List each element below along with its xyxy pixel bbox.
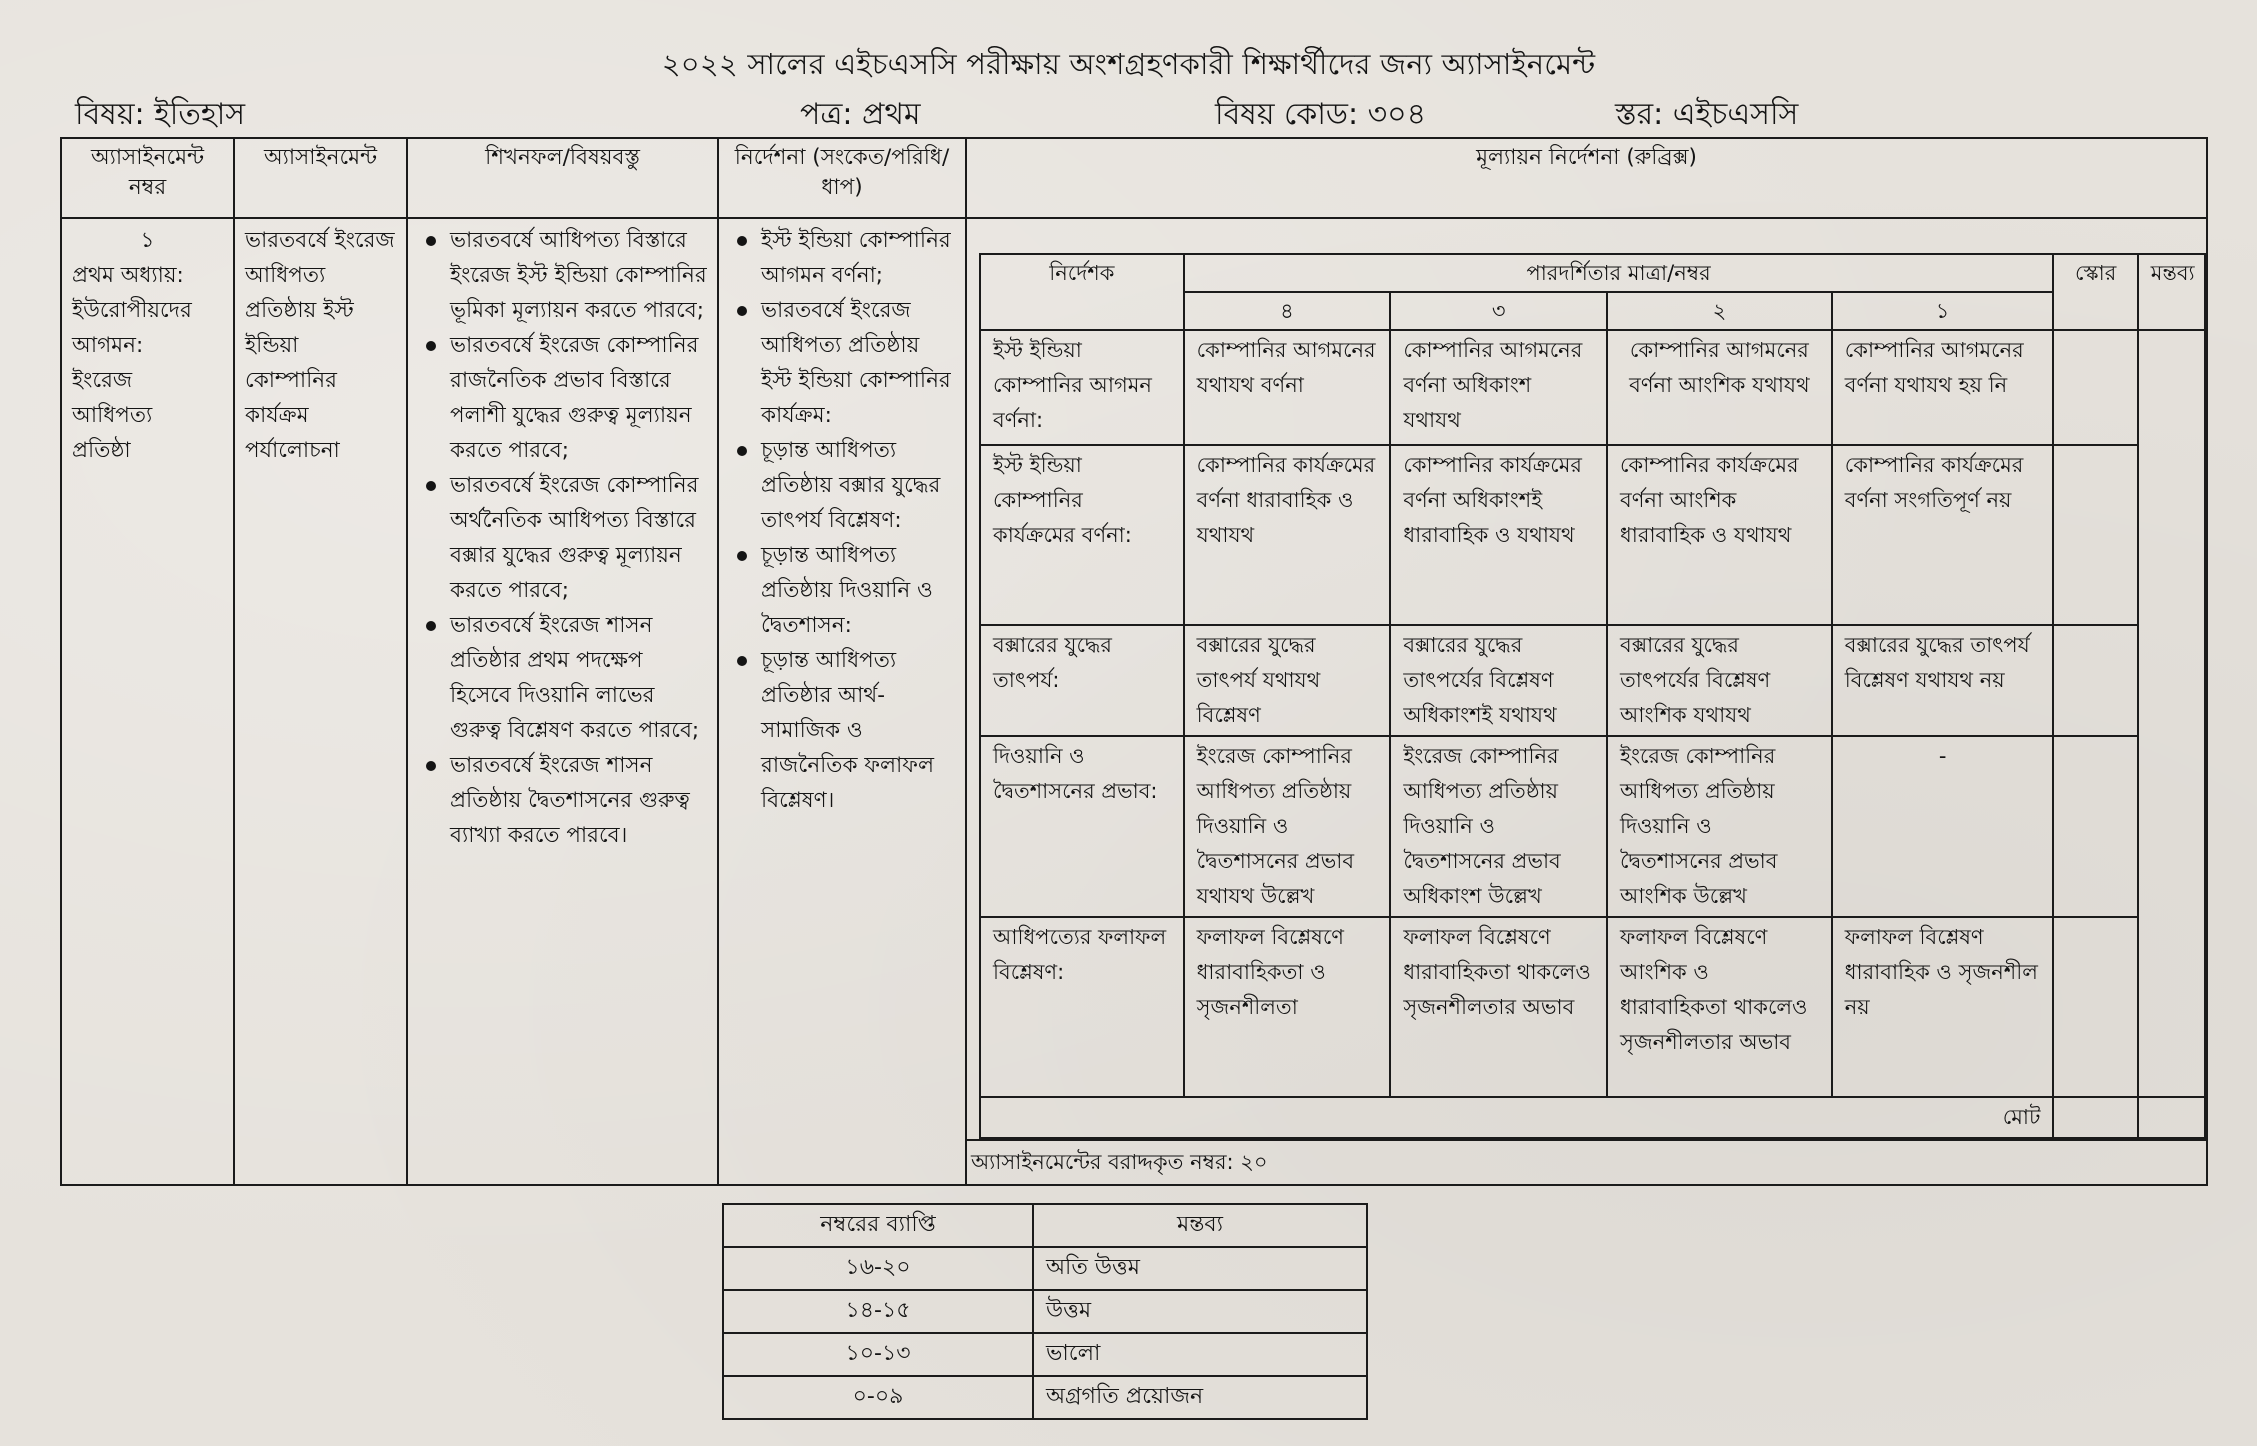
grade-header-range: নম্বরের ব্যাপ্তি bbox=[723, 1204, 1033, 1247]
rubric-level-3: ৩ bbox=[1390, 292, 1607, 330]
rubric-cell-level-2: ইংরেজ কোম্পানির আধিপত্য প্রতিষ্ঠায় দিওয়ানি ও দ্বৈতশাসনের প্রভাব আংশিক উল্লেখ bbox=[1607, 736, 1832, 917]
rubric-indicator: ইস্ট ইন্ডিয়া কোম্পানির আগমন বর্ণনা: bbox=[980, 330, 1184, 445]
rubric-cell-level-3: কোম্পানির আগমনের বর্ণনা অধিকাংশ যথাযথ bbox=[1390, 330, 1607, 445]
rubric-cell-level-1: - bbox=[1832, 736, 2054, 917]
rubric-cell-level-2: বক্সারের যুদ্ধের তাৎপর্যের বিশ্লেষণ আংশিক যথাযথ bbox=[1607, 625, 1832, 736]
total-label: মোট bbox=[980, 1097, 2053, 1138]
grade-scale-table bbox=[722, 1203, 1368, 1420]
chapter-line: প্রথম অধ্যায়: bbox=[72, 263, 184, 288]
rubric-table bbox=[979, 253, 2206, 1139]
grade-row bbox=[723, 1290, 1367, 1333]
rubric-cell-level-4: কোম্পানির আগমনের যথাযথ বর্ণনা bbox=[1184, 330, 1391, 445]
assignment-topic: ভারতবর্ষে ইংরেজ আধিপত্য প্রতিষ্ঠায় ইস্ট ইন্ডিয়া কোম্পানির কার্যক্রম পর্যালোচনা bbox=[234, 218, 407, 1185]
grade-range: ১৬-২০ bbox=[723, 1247, 1033, 1290]
rubric-cell-level-3: ফলাফল বিশ্লেষণে ধারাবাহিকতা থাকলেও সৃজনশীলতার অভাব bbox=[1390, 917, 1607, 1097]
grade-range: ১০-১৩ bbox=[723, 1333, 1033, 1376]
rubric-score-field[interactable] bbox=[2053, 625, 2137, 736]
rubric-header-score: স্কোর bbox=[2053, 254, 2137, 330]
grade-remark: ভালো bbox=[1033, 1333, 1367, 1376]
rubric-indicator: আধিপত্যের ফলাফল বিশ্লেষণ: bbox=[980, 917, 1184, 1097]
instruction-item: চূড়ান্ত আধিপত্য প্রতিষ্ঠায় দিওয়ানি ও দ্বৈতশাসন: bbox=[761, 538, 955, 643]
subject-label: বিষয়: ইতিহাস bbox=[75, 97, 246, 132]
rubric-score-field[interactable] bbox=[2053, 445, 2137, 625]
grade-row bbox=[723, 1376, 1367, 1419]
instruction-item: ইস্ট ইন্ডিয়া কোম্পানির আগমন বর্ণনা; bbox=[761, 223, 955, 293]
rubric-cell-level-4: ফলাফল বিশ্লেষণে ধারাবাহিকতা ও সৃজনশীলতা bbox=[1184, 917, 1391, 1097]
instructions-cell bbox=[718, 218, 966, 1185]
rubric-cell-level-2: কোম্পানির আগমনের বর্ণনা আংশিক যথাযথ bbox=[1607, 330, 1832, 445]
rubric-row bbox=[980, 445, 2205, 625]
chapter-line: আগমন: bbox=[72, 333, 144, 358]
grade-remark: অগ্রগতি প্রয়োজন bbox=[1033, 1376, 1367, 1419]
grade-remark: অতি উত্তম bbox=[1033, 1247, 1367, 1290]
rubric-cell bbox=[966, 218, 2207, 1185]
grade-row bbox=[723, 1333, 1367, 1376]
header-assignment-no: অ্যাসাইনমেন্ট নম্বর bbox=[61, 138, 234, 218]
header-learning-outcomes: শিখনফল/বিষয়বস্তু bbox=[407, 138, 718, 218]
paper-label: পত্র: প্রথম bbox=[800, 97, 921, 132]
rubric-header-performance: পারদর্শিতার মাত্রা/নম্বর bbox=[1184, 254, 2054, 292]
assignment-table bbox=[60, 137, 2208, 1186]
subject-code-label: বিষয় কোড: ৩০৪ bbox=[1215, 97, 1427, 132]
learning-outcome-item: ভারতবর্ষে ইংরেজ কোম্পানির অর্থনৈতিক আধিপত্য বিস্তারে বক্সার যুদ্ধের গুরুত্ব মূল্যায়ন করতে পারবে; bbox=[450, 468, 707, 608]
learning-outcome-item: ভারতবর্ষে ইংরেজ শাসন প্রতিষ্ঠায় দ্বৈতশাসনের গুরুত্ব ব্যাখ্যা করতে পারবে। bbox=[450, 748, 707, 853]
rubric-level-4: ৪ bbox=[1184, 292, 1391, 330]
assignment-row bbox=[61, 218, 2207, 1185]
rubric-cell-level-4: বক্সারের যুদ্ধের তাৎপর্য যথাযথ বিশ্লেষণ bbox=[1184, 625, 1391, 736]
rubric-header-indicator: নির্দেশক bbox=[980, 254, 1184, 330]
rubric-cell-level-3: ইংরেজ কোম্পানির আধিপত্য প্রতিষ্ঠায় দিওয়ানি ও দ্বৈতশাসনের প্রভাব অধিকাংশ উল্লেখ bbox=[1390, 736, 1607, 917]
total-remarks-field[interactable] bbox=[2138, 1097, 2205, 1138]
rubric-cell-level-3: বক্সারের যুদ্ধের তাৎপর্যের বিশ্লেষণ অধিকাংশই যথাযথ bbox=[1390, 625, 1607, 736]
rubric-level-2: ২ bbox=[1607, 292, 1832, 330]
rubric-cell-level-4: কোম্পানির কার্যক্রমের বর্ণনা ধারাবাহিক ও যথাযথ bbox=[1184, 445, 1391, 625]
rubric-row bbox=[980, 736, 2205, 917]
rubric-indicator: বক্সারের যুদ্ধের তাৎপর্য: bbox=[980, 625, 1184, 736]
rubric-indicator: ইস্ট ইন্ডিয়া কোম্পানির কার্যক্রমের বর্ণনা: bbox=[980, 445, 1184, 625]
grade-range: ০-০৯ bbox=[723, 1376, 1033, 1419]
learning-outcome-item: ভারতবর্ষে ইংরেজ কোম্পানির রাজনৈতিক প্রভাব বিস্তারে পলাশী যুদ্ধের গুরুত্ব মূল্যায়ন করতে পারবে; bbox=[450, 328, 707, 468]
rubric-cell-level-1: ফলাফল বিশ্লেষণ ধারাবাহিক ও সৃজনশীল নয় bbox=[1832, 917, 2054, 1097]
learning-outcome-item: ভারতবর্ষে আধিপত্য বিস্তারে ইংরেজ ইস্ট ইন্ডিয়া কোম্পানির ভূমিকা মূল্যায়ন করতে পারবে; bbox=[450, 223, 707, 328]
learning-outcome-item: ভারতবর্ষে ইংরেজ শাসন প্রতিষ্ঠার প্রথম পদক্ষেপ হিসেবে দিওয়ানি লাভের গুরুত্ব বিশ্লেষণ করতে পারবে; bbox=[450, 608, 707, 748]
chapter-line: প্রতিষ্ঠা bbox=[72, 438, 131, 463]
header-assignment: অ্যাসাইনমেন্ট bbox=[234, 138, 407, 218]
rubric-remarks-field[interactable] bbox=[2138, 330, 2205, 1097]
rubric-header-remarks: মন্তব্য bbox=[2138, 254, 2205, 330]
rubric-cell-level-1: কোম্পানির আগমনের বর্ণনা যথাযথ হয় নি bbox=[1832, 330, 2054, 445]
rubric-total-row bbox=[980, 1097, 2205, 1138]
grade-remark: উত্তম bbox=[1033, 1290, 1367, 1333]
chapter-line: ইউরোপীয়দের bbox=[72, 298, 192, 323]
rubric-level-1: ১ bbox=[1832, 292, 2054, 330]
grade-row bbox=[723, 1247, 1367, 1290]
assignment-number-cell bbox=[61, 218, 234, 1185]
rubric-row bbox=[980, 330, 2205, 445]
rubric-indicator: দিওয়ানি ও দ্বৈতশাসনের প্রভাব: bbox=[980, 736, 1184, 917]
instruction-item: ভারতবর্ষে ইংরেজ আধিপত্য প্রতিষ্ঠায় ইস্ট ইন্ডিয়া কোম্পানির কার্যক্রম: bbox=[761, 293, 955, 433]
total-score-field[interactable] bbox=[2053, 1097, 2137, 1138]
rubric-row bbox=[980, 917, 2205, 1097]
assignment-number: ১ bbox=[140, 228, 155, 253]
rubric-cell-level-4: ইংরেজ কোম্পানির আধিপত্য প্রতিষ্ঠায় দিওয়ানি ও দ্বৈতশাসনের প্রভাব যথাযথ উল্লেখ bbox=[1184, 736, 1391, 917]
rubric-score-field[interactable] bbox=[2053, 736, 2137, 917]
chapter-line: ইংরেজ bbox=[72, 368, 133, 393]
instruction-item: চূড়ান্ত আধিপত্য প্রতিষ্ঠায় বক্সার যুদ্ধের তাৎপর্য বিশ্লেষণ: bbox=[761, 433, 955, 538]
rubric-cell-level-2: কোম্পানির কার্যক্রমের বর্ণনা আংশিক ধারাবাহিক ও যথাযথ bbox=[1607, 445, 1832, 625]
rubric-cell-level-3: কোম্পানির কার্যক্রমের বর্ণনা অধিকাংশই ধারাবাহিক ও যথাযথ bbox=[1390, 445, 1607, 625]
grade-range: ১৪-১৫ bbox=[723, 1290, 1033, 1333]
instruction-item: চূড়ান্ত আধিপত্য প্রতিষ্ঠার আর্থ-সামাজিক ও রাজনৈতিক ফলাফল বিশ্লেষণ। bbox=[761, 643, 955, 818]
rubric-row bbox=[980, 625, 2205, 736]
rubric-cell-level-1: কোম্পানির কার্যক্রমের বর্ণনা সংগতিপূর্ণ নয় bbox=[1832, 445, 2054, 625]
chapter-line: আধিপত্য bbox=[72, 403, 153, 428]
document-title: ২০২২ সালের এইচএসসি পরীক্ষায় অংশগ্রহণকারী শিক্ষার্থীদের জন্য অ্যাসাইনমেন্ট bbox=[661, 47, 1596, 81]
rubric-score-field[interactable] bbox=[2053, 917, 2137, 1097]
header-rubric: মূল্যায়ন নির্দেশনা (রুব্রিক্স) bbox=[966, 138, 2207, 218]
rubric-score-field[interactable] bbox=[2053, 330, 2137, 445]
learning-outcomes-cell bbox=[407, 218, 718, 1185]
grade-header-remark: মন্তব্য bbox=[1033, 1204, 1367, 1247]
rubric-cell-level-2: ফলাফল বিশ্লেষণে আংশিক ও ধারাবাহিকতা থাকলেও সৃজনশীলতার অভাব bbox=[1607, 917, 1832, 1097]
header-instructions: নির্দেশনা (সংকেত/পরিধি/ধাপ) bbox=[718, 138, 966, 218]
rubric-cell-level-1: বক্সারের যুদ্ধের তাৎপর্য বিশ্লেষণ যথাযথ নয় bbox=[1832, 625, 2054, 736]
level-label: স্তর: এইচএসসি bbox=[1615, 97, 1799, 132]
allocated-marks: অ্যাসাইনমেন্টের বরাদ্দকৃত নম্বর: ২০ bbox=[967, 1139, 2206, 1184]
